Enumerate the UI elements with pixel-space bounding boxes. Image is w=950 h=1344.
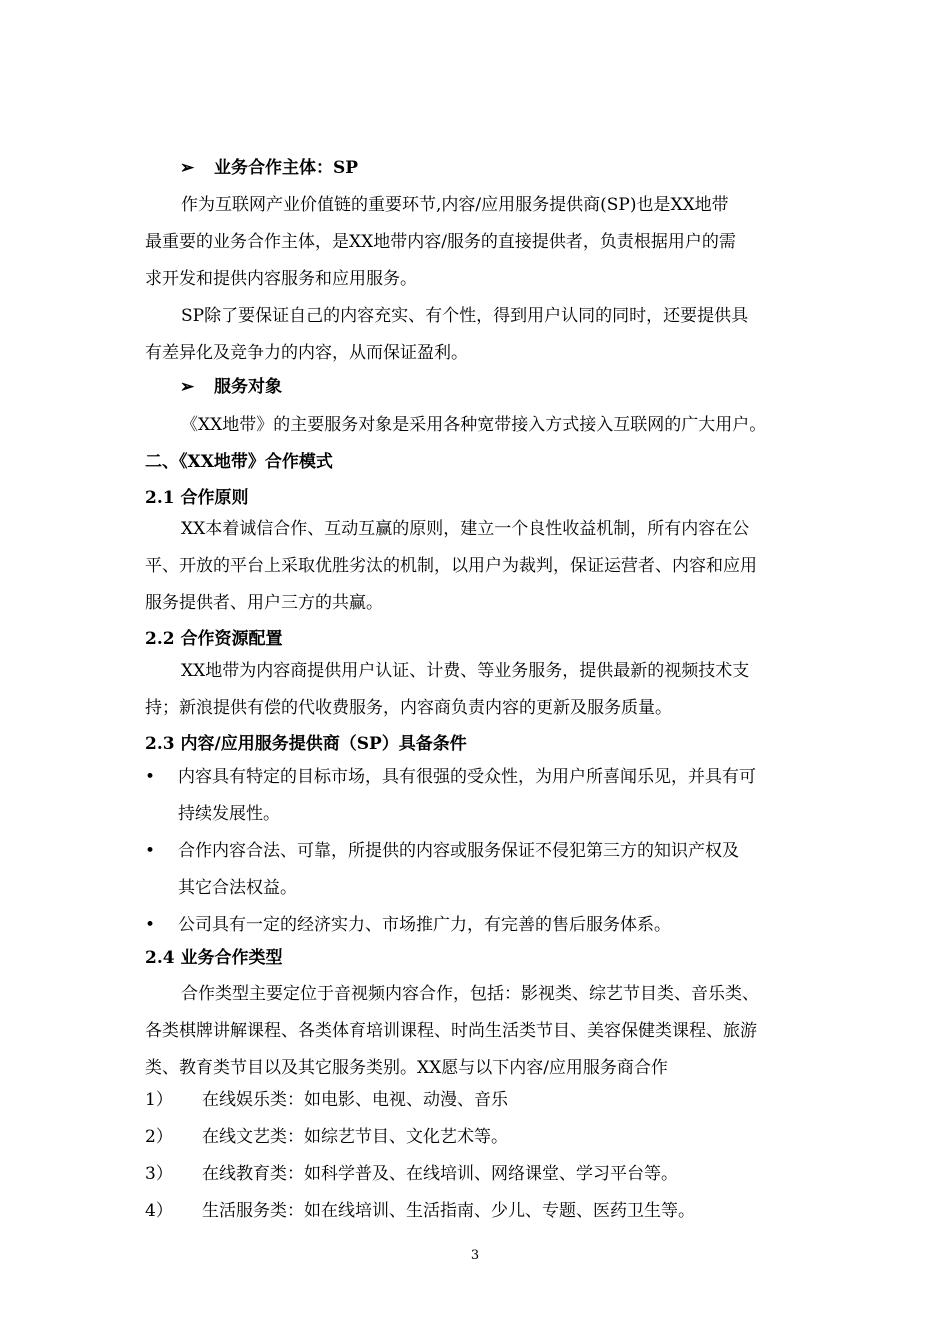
text-line: 合作类型主要定位于音视频内容合作，包括：影视类、综艺节目类、音乐类、 (181, 984, 759, 1004)
paragraph-service-target (145, 407, 815, 444)
list-item (145, 1119, 815, 1156)
text-line: 服务提供者、用户三方的共赢。 (145, 593, 383, 613)
bullet-dot-icon: • (145, 915, 156, 935)
subsection-title: 2.3 内容/应用服务提供商（SP）具备条件 (145, 734, 467, 754)
text-line: 合作内容合法、可靠，所提供的内容或服务保证不侵犯第三方的知识产权及 (178, 841, 739, 861)
text-line: 作为互联网产业价值链的重要环节,内容/应用服务提供商(SP)也是XX地带 (181, 195, 729, 215)
list-text: 在线文艺类：如综艺节目、文化艺术等。 (202, 1127, 508, 1147)
list-text: 生活服务类：如在线培训、生活指南、少儿、专题、医药卫生等。 (202, 1201, 695, 1221)
heading-text: 业务合作主体：SP (214, 158, 359, 178)
list-item (145, 1156, 815, 1193)
list-number: 1） (145, 1090, 173, 1110)
text-line: 持续发展性。 (178, 804, 280, 824)
subsection-title: 2.2 合作资源配置 (145, 629, 283, 649)
text-line: 《XX地带》的主要服务对象是采用各种宽带接入方式接入互联网的广大用户。 (181, 415, 767, 435)
list-text: 在线娱乐类：如电影、电视、动漫、音乐 (202, 1090, 508, 1110)
text-line: 内容具有特定的目标市场，具有很强的受众性，为用户所喜闻乐见，并具有可 (178, 767, 756, 787)
text-line: 持；新浪提供有偿的代收费服务，内容商负责内容的更新及服务质量。 (145, 698, 672, 718)
heading-service-target (180, 372, 282, 397)
paragraph-cooperation-types (145, 976, 815, 1087)
text-line: 其它合法权益。 (178, 878, 297, 898)
list-number: 4） (145, 1201, 173, 1221)
section-heading-2 (145, 444, 815, 481)
list-item (145, 759, 815, 833)
arrow-bullet-icon: ➢ (180, 377, 195, 397)
text-line: XX地带为内容商提供用户认证、计费、等业务服务，提供最新的视频技术支 (181, 661, 750, 681)
paragraph-resources (145, 653, 815, 727)
text-line: 最重要的业务合作主体，是XX地带内容/服务的直接提供者，负责根据用户的需 (145, 232, 736, 252)
text-line: 平、开放的平台上采取优胜劣汰的机制，以用户为裁判，保证运营者、内容和应用 (145, 556, 757, 576)
list-number: 2） (145, 1127, 173, 1147)
bullet-dot-icon: • (145, 841, 156, 861)
list-number: 3） (145, 1164, 173, 1184)
bullet-dot-icon: • (145, 767, 156, 787)
section-title: 二、《XX地带》合作模式 (145, 452, 333, 472)
text-line: 各类棋牌讲解课程、各类体育培训课程、时尚生活类节目、美容保健类课程、旅游 (145, 1021, 757, 1041)
page-number: 3 (470, 1248, 480, 1263)
list-item (145, 1193, 815, 1230)
subsection-2-4 (145, 940, 815, 977)
text-line: 类、教育类节目以及其它服务类别。XX愿与以下内容/应用服务商合作 (145, 1058, 668, 1078)
heading-text: 服务对象 (214, 377, 282, 397)
numbered-list (145, 1082, 815, 1230)
paragraph-principles (145, 511, 815, 622)
text-line: 求开发和提供内容服务和应用服务。 (145, 269, 417, 289)
bullet-list (145, 759, 815, 944)
paragraph-sp-intro (145, 187, 815, 298)
text-line: 有差异化及竞争力的内容，从而保证盈利。 (145, 343, 468, 363)
paragraph-sp-content (145, 298, 815, 372)
list-item (145, 907, 815, 944)
list-item (145, 833, 815, 907)
heading-business-partner (180, 153, 358, 178)
subsection-2-3 (145, 726, 815, 763)
list-item (145, 1082, 815, 1119)
list-text: 在线教育类：如科学普及、在线培训、网络课堂、学习平台等。 (202, 1164, 678, 1184)
text-line: 公司具有一定的经济实力、市场推广力，有完善的售后服务体系。 (178, 915, 671, 935)
subsection-title: 2.1 合作原则 (145, 488, 249, 508)
arrow-bullet-icon: ➢ (180, 158, 195, 178)
text-line: SP除了要保证自己的内容充实、有个性，得到用户认同的同时，还要提供具 (181, 306, 749, 326)
text-line: XX本着诚信合作、互动互赢的原则，建立一个良性收益机制，所有内容在公 (181, 519, 750, 539)
subsection-title: 2.4 业务合作类型 (145, 948, 283, 968)
